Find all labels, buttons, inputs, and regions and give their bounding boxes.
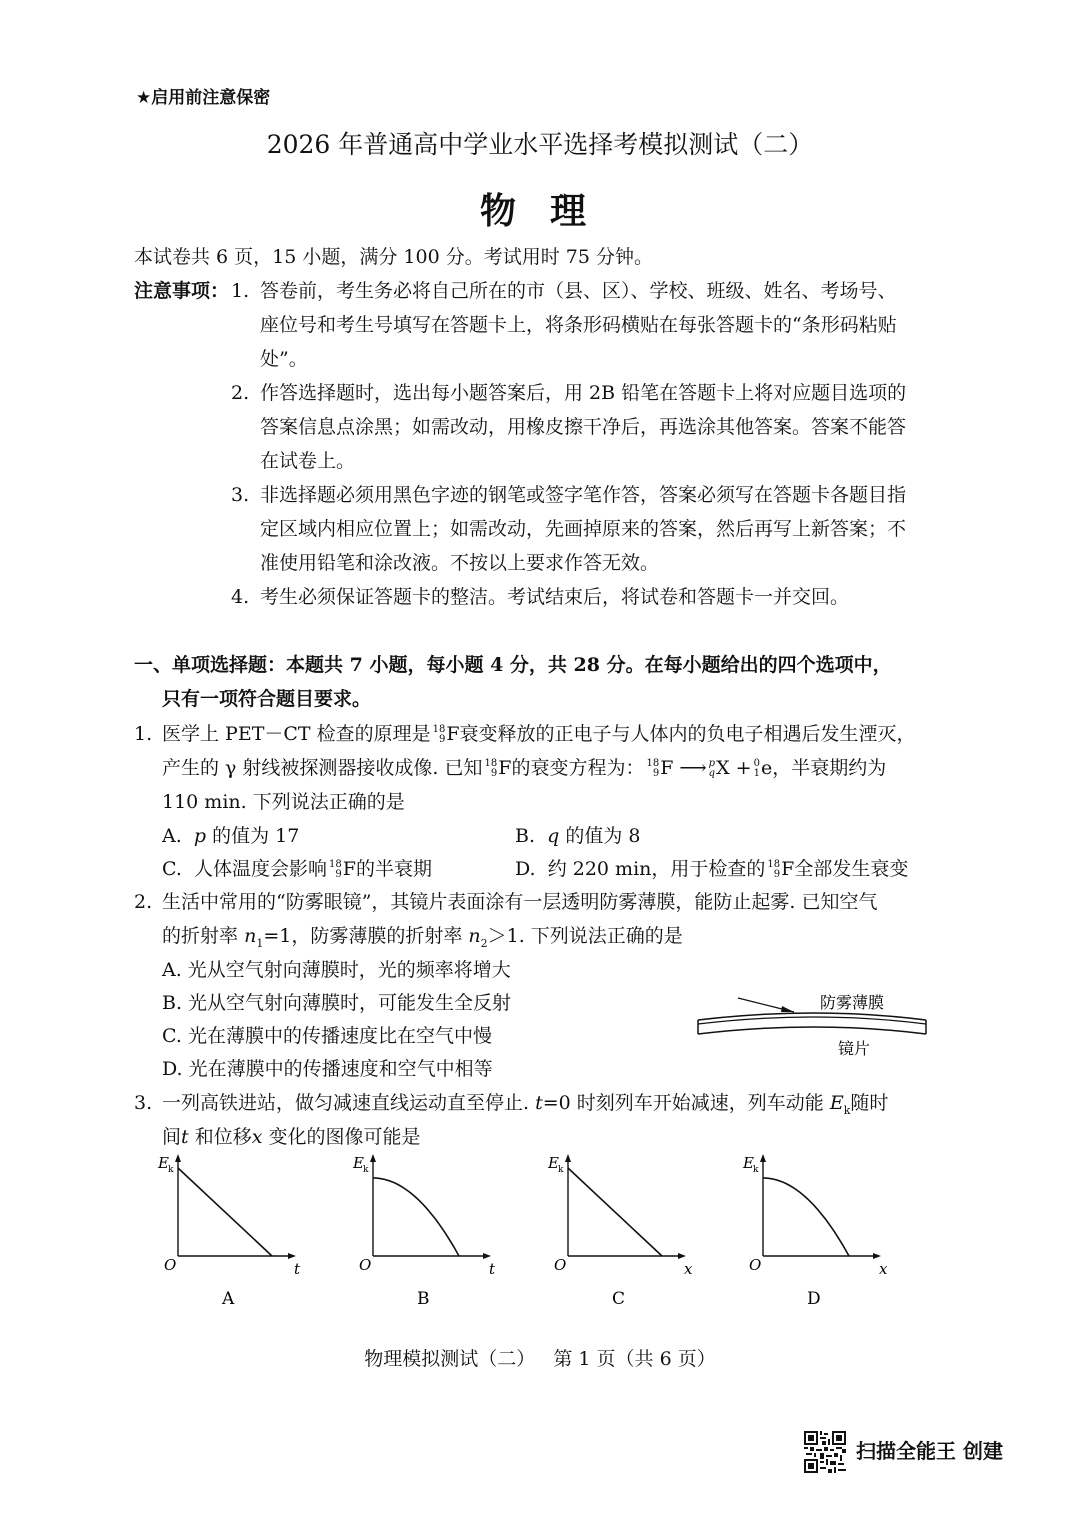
q3-number: 3.: [134, 1092, 153, 1114]
origin-label: O: [749, 1256, 762, 1274]
intro-text: 本试卷共 6 页，15 小题，满分 100 分。考试用时 75 分钟。: [134, 246, 653, 268]
exam-title: 2026 年普通高中学业水平选择考模拟测试（二）: [266, 130, 814, 159]
notice-line: 作答选择题时，选出每小题答案后，用 2B 铅笔在答题卡上将对应题目选项的: [260, 382, 907, 404]
q1-option-d[interactable]: D. 约 220 min，用于检查的 18 9 F全部发生衰变: [515, 858, 909, 880]
notice-num-3: 3.: [231, 484, 250, 506]
origin-label: O: [554, 1256, 567, 1274]
x-axis-arrow: [288, 1253, 296, 1259]
y-axis-subscript: k: [753, 1165, 759, 1175]
y-axis-label: E: [158, 1154, 169, 1172]
q2-option-c[interactable]: C. 光在薄膜中的传播速度比在空气中慢: [162, 1025, 492, 1047]
q1-option-c[interactable]: C. 人体温度会影响 18 9 F的半衰期: [162, 858, 432, 880]
y-axis-label: E: [743, 1154, 754, 1172]
q2-stem: 的折射率 $n_1=1$，防雾薄膜的折射率 $n_2>1$. 下列说法正确的是: [162, 925, 683, 950]
q1-option-a[interactable]: A. p 的值为 17: [162, 825, 300, 847]
chart-b[interactable]: [345, 1150, 505, 1310]
x-axis-arrow: [873, 1253, 881, 1259]
notice-num-1: 1.: [231, 280, 250, 302]
notice-line: 答案信息点涂黑；如需改动，用橡皮擦干净后，再选涂其他答案。答案不能答: [260, 416, 907, 438]
y-axis-arrow: [175, 1154, 181, 1162]
notice-line: 在试卷上。: [260, 450, 356, 472]
q1-option-b[interactable]: B. q 的值为 8: [515, 825, 641, 847]
chart-d[interactable]: [735, 1150, 895, 1310]
y-axis-subscript: k: [363, 1165, 369, 1175]
confidential-label: ★启用前注意保密: [136, 88, 271, 108]
subject-title: 物理: [479, 190, 620, 232]
notice-line: 非选择题必须用黑色字迹的钢笔或签字笔作答，答案必须写在答题卡各题目指: [260, 484, 907, 506]
x-axis-label: t: [294, 1260, 301, 1278]
notice-line: 准使用铅笔和涂改液。不按以上要求作答无效。: [260, 552, 660, 574]
notice-num-4: 4.: [231, 586, 250, 608]
notice-line: 定区域内相应位置上；如需改动，先画掉原来的答案，然后再写上新答案；不: [260, 518, 907, 540]
energy-curve: [373, 1178, 459, 1256]
q2-stem: 生活中常用的“防雾眼镜”，其镜片表面涂有一层透明防雾薄膜，能防止起雾. 已知空气: [162, 891, 878, 913]
lens-film-figure: [690, 990, 940, 1060]
notice-line: 答卷前，考生务必将自己所在的市（县、区）、学校、班级、姓名、考场号、: [260, 280, 897, 302]
x-axis-label: x: [684, 1260, 693, 1278]
x-axis-arrow: [483, 1253, 491, 1259]
section-heading-cont: 只有一项符合题目要求。: [162, 688, 372, 710]
y-axis-arrow: [370, 1154, 376, 1162]
lens-label: 镜片: [838, 1039, 871, 1058]
chart-c[interactable]: [540, 1150, 700, 1310]
energy-curve: [568, 1168, 662, 1256]
q2-option-b[interactable]: B. 光从空气射向薄膜时，可能发生全反射: [162, 992, 512, 1014]
notice-line: 座位号和考生号填写在答题卡上，将条形码横贴在每张答题卡的“条形码粘贴: [260, 314, 897, 336]
x-axis-arrow: [678, 1253, 686, 1259]
y-axis-subscript: k: [168, 1165, 174, 1175]
origin-label: O: [164, 1256, 177, 1274]
q1-stem: 产生的 γ 射线被探测器接收成像. 已知 18 9 F的衰变方程为： 18 9 F ⟶ p q X + 0 1 e，半衰期约为: [162, 757, 887, 779]
film-label: 防雾薄膜: [820, 993, 885, 1012]
energy-curve: [178, 1168, 272, 1256]
y-axis-arrow: [565, 1154, 571, 1162]
notice-label: 注意事项：: [134, 280, 230, 302]
x-axis-label: t: [489, 1260, 496, 1278]
q1-stem: 110 min. 下列说法正确的是: [162, 791, 405, 813]
notice-line: 考生必须保证答题卡的整洁。考试结束后，将试卷和答题卡一并交回。: [260, 586, 850, 608]
q3-stem: 间t 和位移x 变化的图像可能是: [162, 1126, 421, 1148]
q1-number: 1.: [134, 723, 153, 745]
q3-stem: 一列高铁进站，做匀减速直线运动直至停止. t=0 时刻列车开始减速，列车动能 $E_k$随时: [162, 1092, 889, 1117]
y-axis-subscript: k: [558, 1165, 564, 1175]
y-axis-label: E: [548, 1154, 559, 1172]
q2-option-a[interactable]: A. 光从空气射向薄膜时，光的频率将增大: [162, 959, 511, 981]
page-footer: 物理模拟测试（二） 第 1 页（共 6 页）: [364, 1348, 716, 1370]
chart-letter: D: [807, 1289, 821, 1309]
y-axis-arrow: [760, 1154, 766, 1162]
qr-code-icon: [804, 1431, 846, 1473]
f18-nuclide: 18 9: [432, 724, 446, 745]
notice-num-2: 2.: [231, 382, 250, 404]
chart-letter: B: [417, 1289, 430, 1309]
section-heading: 一、单项选择题：本题共 7 小题，每小题 4 分，共 28 分。在每小题给出的四个选项中，: [134, 654, 892, 676]
q2-number: 2.: [134, 891, 153, 913]
origin-label: O: [359, 1256, 372, 1274]
chart-letter: A: [222, 1289, 235, 1309]
y-axis-label: E: [353, 1154, 364, 1172]
q2-option-d[interactable]: D. 光在薄膜中的传播速度和空气中相等: [162, 1058, 493, 1080]
notice-line: 处”。: [260, 348, 308, 370]
energy-curve: [763, 1178, 849, 1256]
chart-letter: C: [612, 1289, 626, 1309]
scanner-watermark: 扫描全能王 创建: [856, 1439, 1003, 1463]
q1-stem: 医学上 PET－CT 检查的原理是 18 9 F衰变释放的正电子与人体内的负电子相遇后发生湮灭，: [162, 723, 916, 745]
x-axis-label: x: [879, 1260, 888, 1278]
chart-a[interactable]: [150, 1150, 310, 1310]
